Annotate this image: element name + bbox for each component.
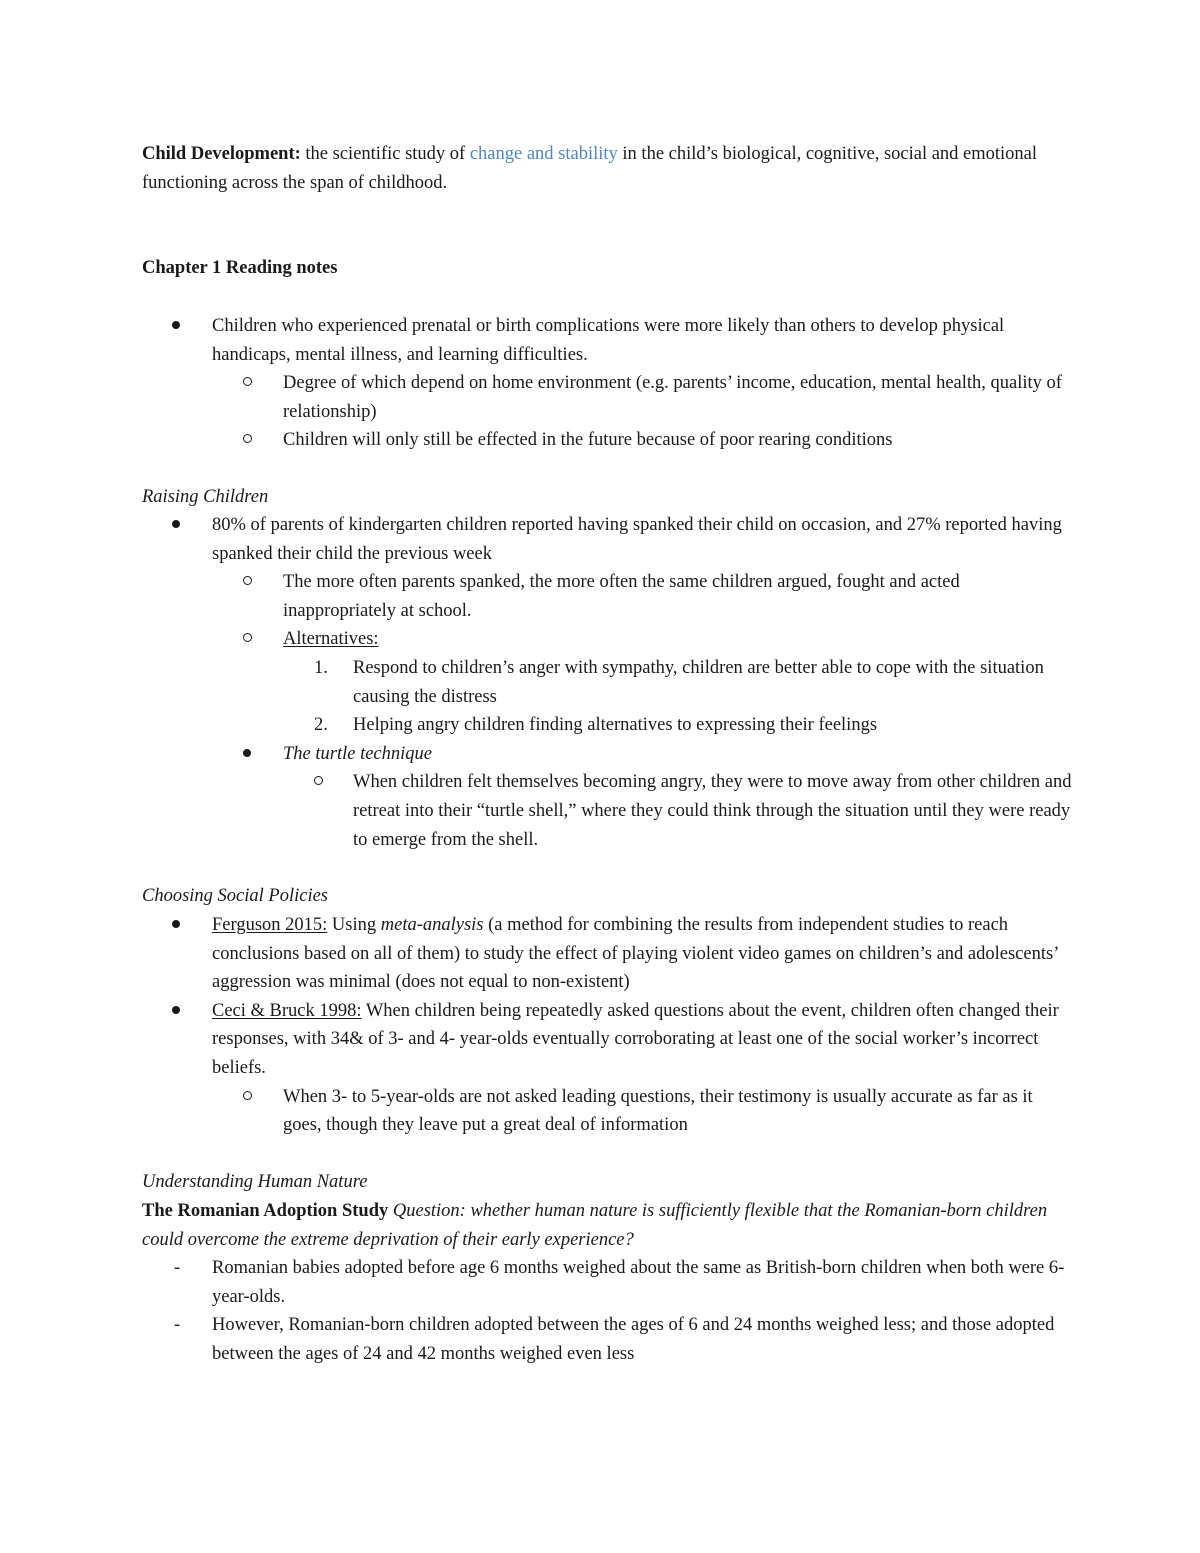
bullet-circle-icon (243, 625, 252, 654)
list-item (142, 740, 1072, 769)
list-item: Ferguson 2015: Using meta-analysis (a method for combining the results from independent studies to reach conclusions based on all of them) to study the effect of playing violent video games on children’s and adolescents’ aggression was minimal (does not equal to non-existent) (142, 911, 1072, 997)
definition-highlight: change and stability (469, 144, 618, 164)
list-item (142, 625, 1072, 654)
bullet-dot-icon (172, 511, 180, 540)
chapter-bullet-list (142, 312, 1072, 455)
list-item: The more often parents spanked, the more often the same children argued, fought and acted inappropriately at school. (142, 568, 1072, 625)
bullet-dot-icon (172, 911, 180, 940)
definition-text-before: the scientific study of (300, 144, 470, 164)
list-item: - However, Romanian-born children adopted between the ages of 6 and 24 months weighed less; and those adopted between the ages of 24 and 42 months weighed even less (142, 1311, 1072, 1368)
section-heading-raising: Raising Children (142, 487, 269, 507)
study-question: Question: whether human nature is sufficiently flexible that the Romanian-born children could overcome the extreme deprivation of their early experience? (142, 1201, 1048, 1250)
definition-paragraph (142, 140, 1072, 197)
study-title: The Romanian Adoption Study (142, 1201, 389, 1221)
list-item: - Romanian babies adopted before age 6 months weighed about the same as British-born children when both were 6-year-olds. (142, 1254, 1072, 1311)
definition-term: Child Development: (142, 144, 301, 164)
raising-bullet-list (142, 511, 1072, 854)
dash-marker: - (174, 1315, 181, 1336)
alternatives-label: Alternatives: (283, 629, 379, 650)
bullet-circle-icon (243, 1083, 252, 1112)
study-paragraph (142, 1197, 1072, 1254)
policies-bullet-list (142, 911, 1072, 1140)
bullet-circle-icon (314, 768, 323, 797)
bullet-dot-icon (172, 997, 180, 1026)
item-number: 2. (314, 715, 328, 736)
list-item: Degree of which depend on home environment (e.g. parents’ income, education, mental health, quality of relationship) (142, 369, 1072, 426)
dash-marker: - (174, 1258, 181, 1278)
list-item: Ceci & Bruck 1998: When children being repeatedly asked questions about the event, children often changed their responses, with 34& of 3- and 4- year-olds eventually corroborating at least one of the social worker’s incorrect beliefs. (142, 997, 1072, 1083)
definition-text-after: in the child’s biological, cognitive, social and emotional functioning across the span of childhood. (142, 144, 1038, 193)
bullet-dot-icon (172, 312, 180, 341)
chapter-heading: Chapter 1 Reading notes (142, 258, 338, 278)
citation-ceci-bruck: Ceci & Bruck 1998: (212, 1000, 362, 1021)
bullet-dot-icon (243, 740, 251, 769)
list-item: Children will only still be effected in the future because of poor rearing conditions (142, 426, 1072, 455)
list-item: Children who experienced prenatal or birth complications were more likely than others to develop physical handicaps, mental illness, and learning difficulties. (142, 312, 1072, 369)
citation-ferguson: Ferguson 2015: (212, 915, 328, 935)
bullet-circle-icon (243, 369, 252, 398)
list-item: When children felt themselves becoming angry, they were to move away from other children and retreat into their “turtle shell,” where they could think through the situation until they were ready to emerge from the shell. (142, 768, 1072, 854)
list-item: When 3- to 5-year-olds are not asked leading questions, their testimony is usually accurate as far as it goes, though they leave put a great deal of information (142, 1083, 1072, 1140)
section-heading-human-nature: Understanding Human Nature (142, 1172, 368, 1192)
turtle-technique-label: The turtle technique (283, 743, 432, 764)
study-dash-list (142, 1254, 1072, 1368)
numbered-item: 2. Helping angry children finding alternatives to expressing their feelings (142, 711, 1072, 740)
numbered-item: 1. Respond to children’s anger with sympathy, children are better able to cope with the situation causing the distress (142, 654, 1072, 711)
list-item: 80% of parents of kindergarten children reported having spanked their child on occasion, and 27% reported having spanked their child the previous week (142, 511, 1072, 568)
section-heading-policies: Choosing Social Policies (142, 886, 329, 906)
item-number: 1. (314, 657, 328, 678)
bullet-circle-icon (243, 568, 252, 597)
bullet-circle-icon (243, 426, 252, 455)
